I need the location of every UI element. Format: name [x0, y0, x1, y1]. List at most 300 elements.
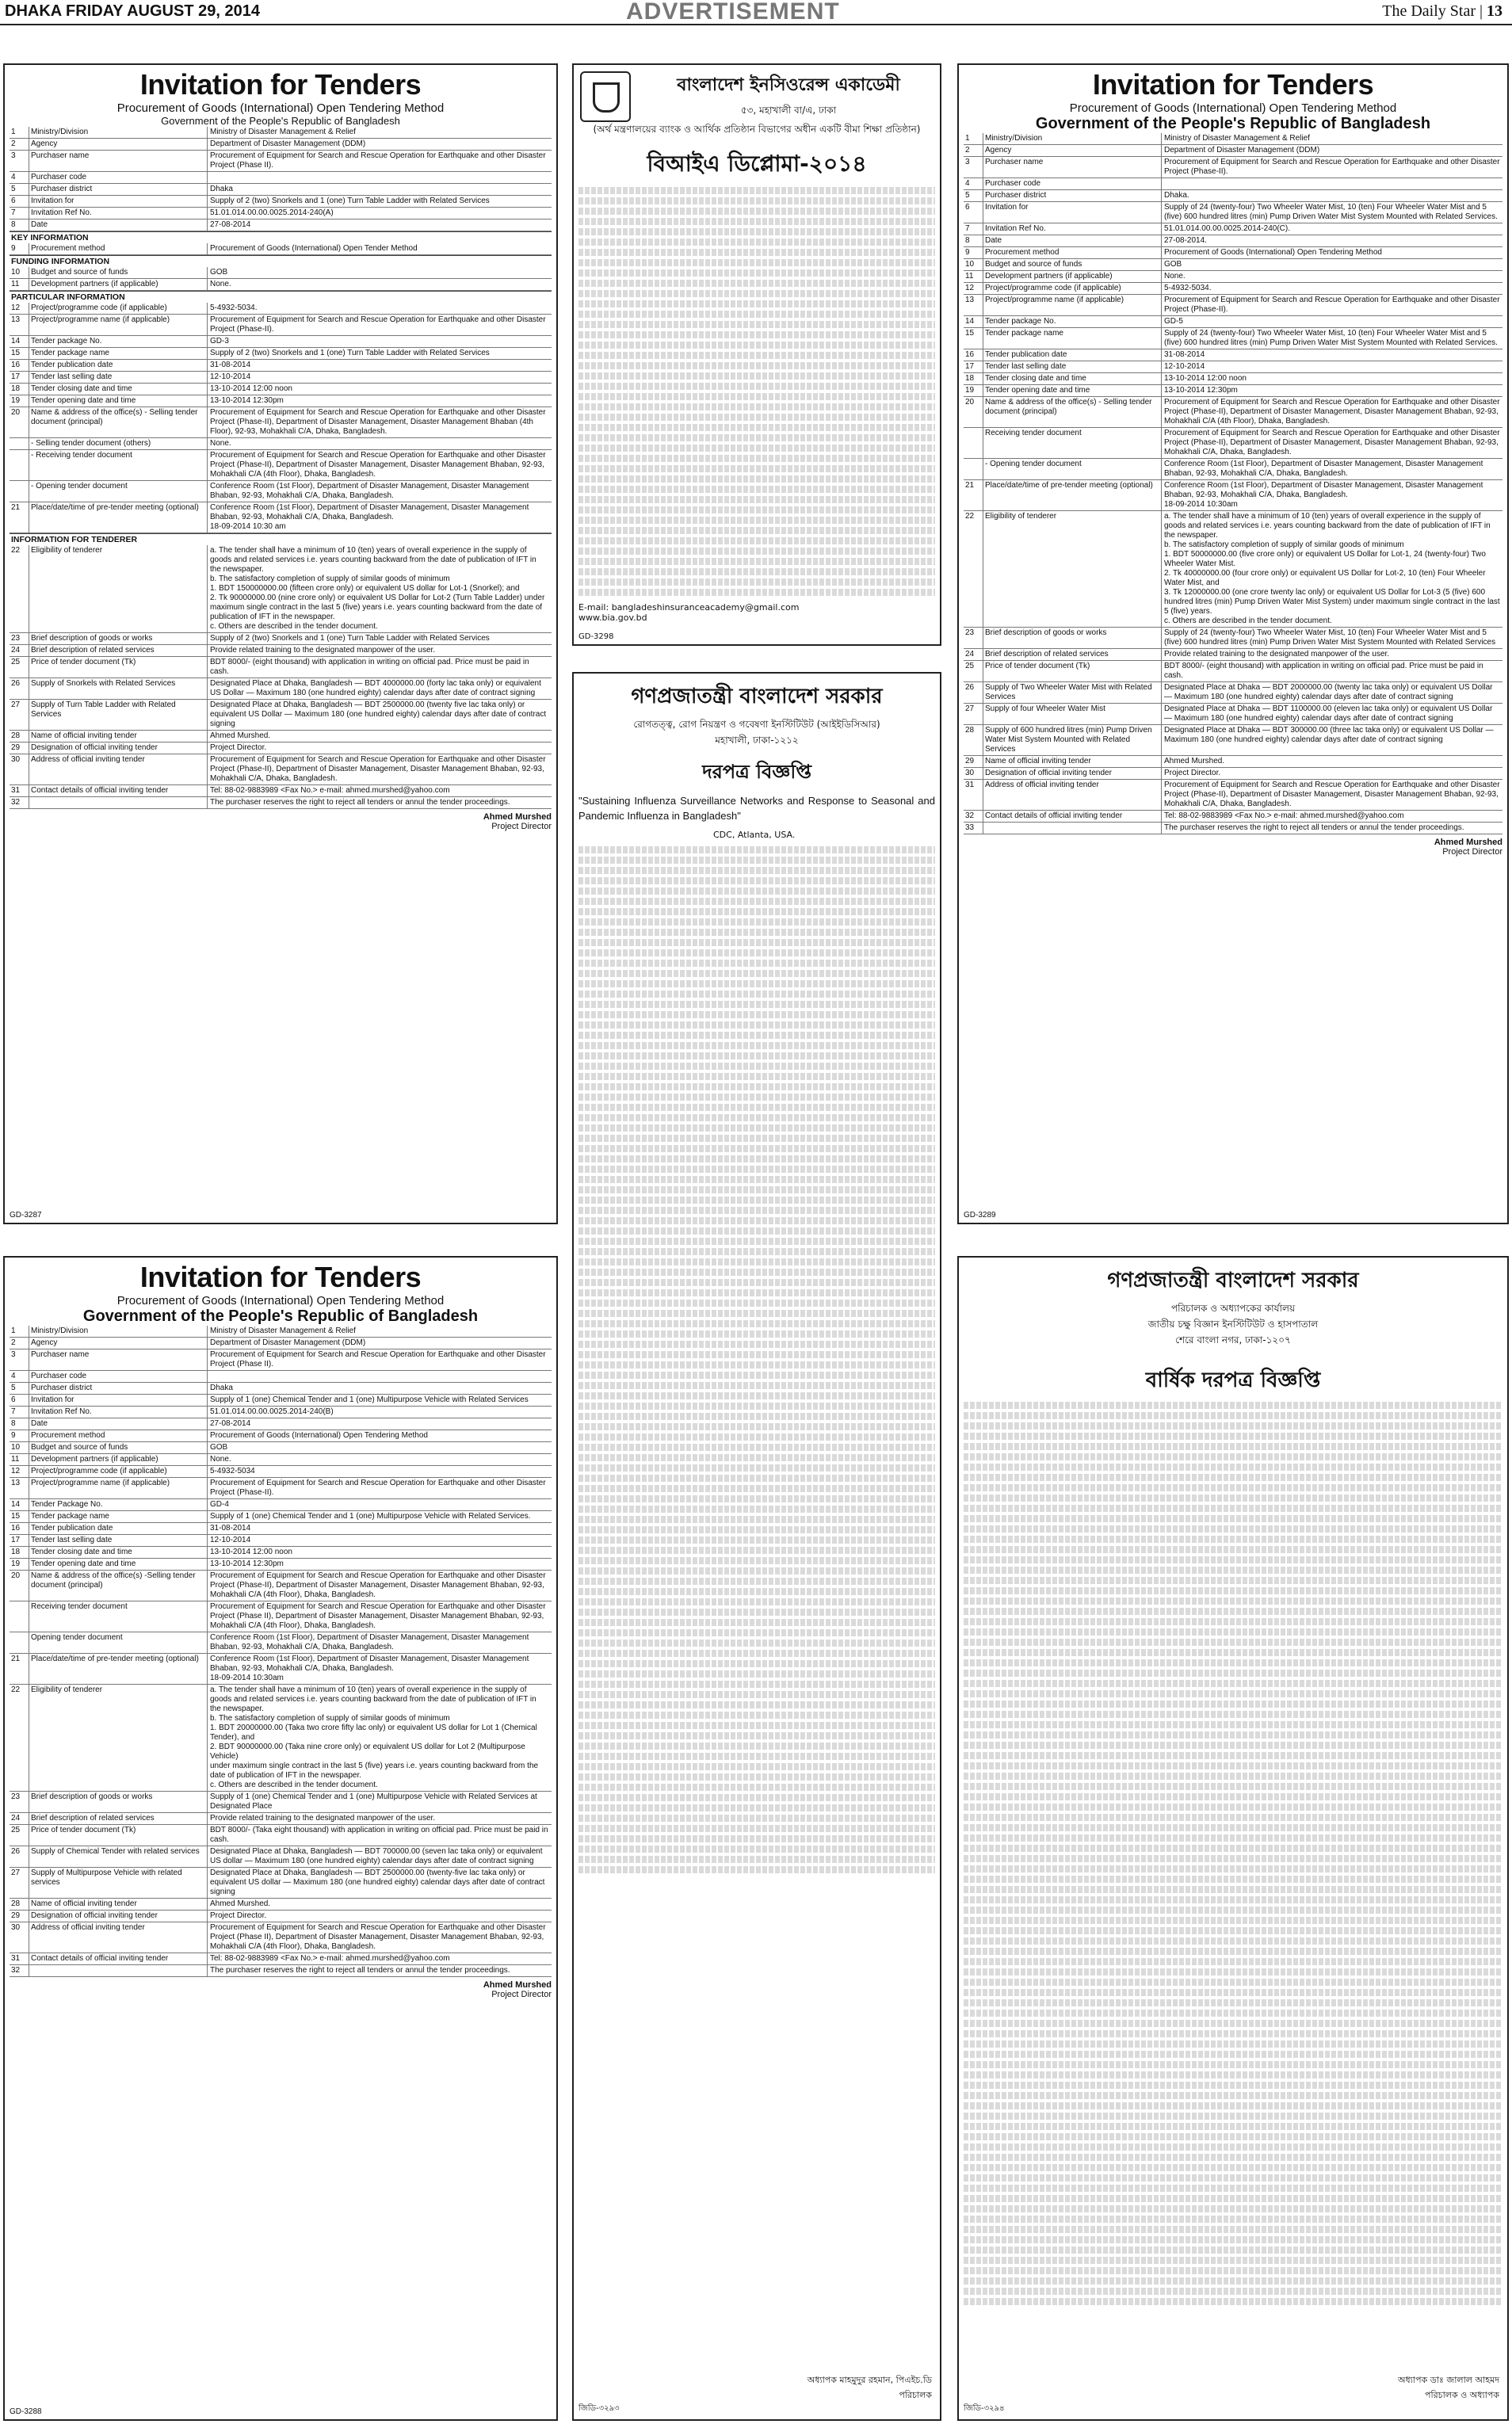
signer-name: Ahmed Murshed — [1434, 838, 1502, 847]
row-number: 28 — [965, 726, 975, 735]
table-row — [964, 811, 1502, 823]
row-number: 22 — [11, 546, 21, 555]
row-value: 5-4932-5034 — [210, 1467, 255, 1475]
table-row — [964, 145, 1502, 157]
ad-government: Government of the People's Republic of Bangladesh — [161, 115, 400, 127]
row-number: 27 — [11, 1869, 21, 1877]
row-number: 31 — [11, 786, 21, 795]
row-value: Procurement of Equipment for Search and Rescue Operation for Earthquake and other Disaster Project (Phase-II), Department of Disaster Management, Disaster Management Bhaban, 92-93, Mohakhali C/A, Dhaka, Bangladesh. — [210, 755, 546, 783]
row-number: 30 — [965, 769, 975, 777]
row-value: BDT 8000/- (eight thousand) with application in writing on official pad. Price must be paid in cash. — [1164, 662, 1483, 680]
row-label: Date — [983, 235, 1162, 246]
row-value: Procurement of Equipment for Search and Rescue Operation for Earthquake and other Disaster Project (Phase-II). — [1164, 158, 1500, 176]
row-label: Purchaser code — [983, 178, 1162, 189]
table-row — [10, 1326, 552, 1338]
table-row — [10, 1899, 552, 1911]
institute: রোগতত্ত্ব, রোগ নিয়ন্ত্রণ ও গবেষণা ইনস্টিটিউট (আইইডিসিআর) — [633, 719, 880, 730]
table-row — [10, 219, 552, 231]
table-row — [10, 700, 552, 731]
project-intro: "Sustaining Influenza Surveillance Networks and Response to Seasonal and Pandemic Influenza in Bangladesh" — [578, 795, 935, 822]
table-row — [964, 480, 1502, 511]
row-label: Name & address of the office(s) - Selling tender document (principal) — [29, 407, 208, 437]
row-label: Budget and source of funds — [29, 1442, 208, 1453]
table-row — [964, 373, 1502, 385]
row-value: Procurement of Equipment for Search and Rescue Operation for Earthquake and other Disaster Project (Phase II), Department of Disaster Management, Disaster Management Bhaban, 92-93, Mohakhali C/A (4th Floor), Dhaka, Bangladesh. — [210, 1602, 546, 1630]
row-label: Tender package name — [29, 348, 208, 359]
row-number: 25 — [11, 658, 21, 666]
row-number: 20 — [965, 398, 975, 407]
row-label: Place/date/time of pre-tender meeting (optional) — [983, 480, 1162, 510]
table-row — [10, 1846, 552, 1868]
row-label: Invitation for — [29, 196, 208, 207]
row-label: Date — [29, 219, 208, 231]
table-row — [964, 756, 1502, 768]
ad-title: Invitation for Tenders — [139, 68, 422, 101]
row-number: 31 — [11, 1954, 21, 1963]
signature — [1398, 2373, 1499, 2403]
row-value: None. — [210, 1455, 231, 1464]
row-value: Tel: 88-02-9883989 <Fax No.> e-mail: ahmed.murshed@yahoo.com — [1164, 811, 1404, 820]
row-number: 2 — [11, 139, 16, 148]
masthead-section: ADVERTISEMENT — [626, 0, 840, 25]
table-row — [10, 184, 552, 196]
row-value: Procurement of Equipment for Search and Rescue Operation for Earthquake and other Disaster Project (Phase-II), Department of Disaster Management, Disaster Management Bhaban, 92-93, Mohakhali C/A (4th Floor), Dhaka, Bangladesh. — [210, 451, 546, 479]
signature — [964, 838, 1502, 857]
row-value: 27-08-2014 — [210, 220, 251, 229]
row-label: Price of tender document (Tk) — [983, 661, 1162, 681]
row-value: Supply of 24 (twenty-four) Two Wheeler Water Mist, 10 (ten) Four Wheeler Water Mist and 5 (five) 600 hundred litres (min) Pump Driven Water Mist System Mounted with Related Services. — [1164, 329, 1498, 347]
table-row — [10, 1547, 552, 1559]
ad-code: জিডি-৩২৯৩ — [578, 2404, 620, 2413]
table-row — [10, 1407, 552, 1418]
row-value: Supply of 1 (one) Chemical Tender and 1 (one) Multipurpose Vehicle with Related Services at Designated Place — [210, 1792, 537, 1811]
row-value — [1162, 178, 1502, 189]
ad-subtitle: Procurement of Goods (International) Open Tendering Method — [116, 1294, 445, 1307]
ad-rows — [10, 127, 552, 809]
table-row — [10, 1430, 552, 1442]
row-label: Purchaser district — [29, 184, 208, 195]
signer-name: Ahmed Murshed — [483, 1980, 552, 1990]
row-number: 23 — [11, 634, 21, 643]
row-label: Tender closing date and time — [29, 384, 208, 395]
table-row — [964, 780, 1502, 811]
row-number — [964, 459, 983, 479]
row-label: Name & address of the office(s) -Selling tender document (principal) — [29, 1571, 208, 1601]
row-number: 8 — [965, 236, 970, 245]
row-number: 18 — [11, 1548, 21, 1556]
row-label: - Selling tender document (others) — [29, 438, 208, 449]
row-number: 15 — [11, 1512, 21, 1521]
section-header: PARTICULAR INFORMATION — [10, 291, 552, 303]
signer-title: পরিচালক ও অধ্যাপক — [1424, 2390, 1499, 2400]
row-number — [10, 481, 29, 502]
row-label: Tender last selling date — [29, 372, 208, 383]
row-number: 17 — [11, 1536, 21, 1544]
row-value: GOB — [210, 268, 228, 277]
signer-name: Ahmed Murshed — [483, 812, 552, 822]
row-value: Tel: 88-02-9883989 <Fax No.> e-mail: ahmed.murshed@yahoo.com — [210, 1954, 450, 1963]
table-row — [964, 202, 1502, 223]
row-value: Provide related training to the designated manpower of the user. — [210, 646, 436, 655]
table-row — [964, 385, 1502, 397]
row-value: Supply of 24 (twenty-four) Two Wheeler Water Mist, 10 (ten) Four Wheeler Water Mist and 5 (five) 600 hundred litres (min) Pump Driven Water Mist System Mounted with Related Services. — [1164, 203, 1498, 221]
table-row — [10, 267, 552, 279]
signer-title: Project Director — [1442, 847, 1502, 857]
row-number: 10 — [11, 268, 21, 277]
row-label: Ministry/Division — [29, 127, 208, 138]
table-row — [964, 235, 1502, 247]
table-row — [964, 295, 1502, 316]
row-number: 12 — [965, 284, 975, 292]
row-number: 15 — [11, 349, 21, 357]
page-number: 13 — [1487, 2, 1502, 20]
row-number: 29 — [965, 757, 975, 765]
office: পরিচালক ও অধ্যাপকের কার্যালয় — [1170, 1303, 1296, 1314]
address: শেরে বাংলা নগর, ঢাকা-১২০৭ — [1175, 1334, 1291, 1346]
row-label: Supply of Chemical Tender with related services — [29, 1846, 208, 1867]
row-value: 13-10-2014 12:00 noon — [210, 384, 292, 393]
row-value: Ahmed Murshed. — [210, 731, 271, 740]
address: মহাখালী, ঢাকা-১২১২ — [715, 735, 799, 746]
row-label: Supply of Two Wheeler Water Mist with Related Services — [983, 682, 1162, 703]
row-number: 1 — [11, 1327, 16, 1335]
gov-title: গণপ্রজাতন্ত্রী বাংলাদেশ সরকার — [1107, 1269, 1359, 1292]
row-number: 3 — [11, 1350, 16, 1359]
row-label: Development partners (if applicable) — [983, 271, 1162, 282]
paper-name: The Daily Star — [1382, 2, 1476, 20]
ad-title: Invitation for Tenders — [139, 1261, 422, 1293]
row-number: 33 — [965, 823, 975, 832]
row-value: Supply of 24 (twenty-four) Two Wheeler Water Mist, 10 (ten) Four Wheeler Water Mist and 5 (five) 600 hundred litres (min) Pump Driven Water Mist System Mounted with Related Services — [1164, 628, 1496, 647]
row-value: Provide related training to the designated manpower of the user. — [210, 1814, 436, 1823]
row-label: Tender publication date — [29, 360, 208, 371]
notice-title: বার্ষিক দরপত্র বিজ্ঞপ্তি — [1145, 1369, 1321, 1392]
row-value: Project Director. — [1164, 769, 1221, 777]
row-value: Conference Room (1st Floor), Department of Disaster Management, Disaster Management Bhaban, 92-93, Mohakhali C/A, Dhaka, Bangladesh. 18-09-2014 10:30am — [1164, 481, 1483, 509]
tender-ad-gd3288 — [3, 1256, 558, 2421]
ad-rows — [964, 133, 1502, 834]
row-value: Conference Room (1st Floor), Department of Disaster Management, Disaster Management Bhaban, 92-93, Mohakhali C/A, Dhaka, Bangladesh. — [210, 482, 529, 500]
bia-email: E-mail: bangladeshinsuranceacademy@gmail.com — [578, 602, 800, 613]
row-value: 13-10-2014 12:00 noon — [210, 1548, 292, 1556]
row-label: Designation of official inviting tender — [29, 1911, 208, 1922]
row-value: Procurement of Equipment for Search and Rescue Operation for Earthquake and other Disaster Project (Phase II). — [210, 1350, 546, 1369]
table-row — [10, 360, 552, 372]
row-label: Budget and source of funds — [983, 259, 1162, 270]
row-number: 13 — [11, 1479, 21, 1487]
row-value: a. The tender shall have a minimum of 10 (ten) years of overall experience in the supply of goods and related services i.e. years counting backward from the date of publication of IFT in the newspaper. b. The satisfactory completion of supply of similar goods of minimum 1. BDT 50000000.00 (five crore only) or equivalent US Dollar for Lot-1, 24 (twenty-four) Two Wheeler Water Mist. 2. Tk 40000000.00 (four crore only) or equivalent US Dollar for Lot-2, 10 (ten) Four Wheeler Water Mist, and 3. Tk 12000000.00 (one crore twenty lac only) or equivalent US Dollar for Lot-3 (5 (five) 600 hundred litres (min) Pump Driven Water Mist System) under maximum single contract in the last 5 (five) years. c. Others are described in the tender document. — [1164, 512, 1500, 625]
row-number: 9 — [11, 244, 16, 253]
row-number: 9 — [11, 1431, 16, 1440]
table-row — [10, 243, 552, 255]
row-label: Date — [29, 1418, 208, 1430]
row-value: Designated Place at Dhaka, Bangladesh — BDT 700000.00 (seven lac taka only) or equivalent US dollar — Maximum 180 (one hundred eighty) calendar days after date of contract signing — [210, 1847, 543, 1865]
row-label: Purchaser name — [29, 151, 208, 171]
table-row — [10, 450, 552, 481]
row-label: Project/programme name (if applicable) — [29, 315, 208, 335]
row-value: a. The tender shall have a minimum of 10 (ten) years of overall experience in the supply of goods and related services i.e. years counting backward from the date of publication of IFT in the newspaper. b. The satisfactory completion of supply of similar goods of minimum 1. BDT 20000000.00 (Taka two crore fifty lac only) or equivalent US dollar for Lot 1 (Chemical Tender), and 2. BDT 90000000.00 (Taka nine crore only) or equivalent US dollar for Lot 2 (Multipurpose Vehicle) under maximum single contract in the last 5 (five) years i.e. years counting backward from the date of publication of IFT in the newspaper. c. Others are described in the tender document. — [210, 1685, 539, 1789]
row-number: 24 — [11, 646, 21, 655]
row-label: Invitation Ref No. — [29, 1407, 208, 1418]
row-label: Brief description of related services — [29, 1813, 208, 1824]
row-number: 4 — [965, 179, 970, 188]
row-number: 11 — [11, 1455, 20, 1464]
masthead — [0, 0, 1512, 25]
table-row — [964, 259, 1502, 271]
row-label: Tender publication date — [29, 1523, 208, 1534]
row-value: Procurement of Goods (International) Open Tendering Method — [210, 1431, 428, 1440]
row-label: Agency — [29, 1338, 208, 1349]
table-row — [964, 511, 1502, 628]
table-row — [964, 823, 1502, 834]
row-number: 12 — [11, 1467, 21, 1475]
row-value: The purchaser reserves the right to reject all tenders or annul the tender proceedings. — [1164, 823, 1464, 832]
row-label: Development partners (if applicable) — [29, 279, 208, 290]
row-number: 32 — [965, 811, 975, 820]
row-label: Opening tender document — [29, 1632, 208, 1653]
ad-rows — [10, 1326, 552, 1977]
row-number: 27 — [11, 700, 21, 709]
row-value: Designated Place at Dhaka — BDT 300000.00 (three lac taka only) or equivalent US Dollar — Maximum 180 (one hundred eighty) calendar days after date of contract signing — [1164, 726, 1494, 744]
row-value: Designated Place at Dhaka, Bangladesh — BDT 2500000.00 (twenty-five lac taka only) or equivalent US dollar — Maximum 180 (one hundred eighty) calendar days after date of contract signing — [210, 1869, 545, 1896]
table-row — [10, 1632, 552, 1654]
table-row — [10, 303, 552, 315]
row-label: Address of official inviting tender — [983, 780, 1162, 810]
table-row — [10, 785, 552, 797]
table-row — [10, 731, 552, 742]
row-value: 31-08-2014 — [210, 361, 251, 369]
row-number: 7 — [11, 208, 16, 217]
row-value: Procurement of Equipment for Search and Rescue Operation for Earthquake and other Disaster Project (Phase II), Department of Disaster Management, Disaster Management Bhaban, 92-93, Mohakhali C/A (4th Floor), Dhaka, Bangladesh. — [210, 1923, 546, 1951]
table-row — [10, 151, 552, 172]
ad-government: Government of the People's Republic of Bangladesh — [82, 1307, 479, 1325]
row-value: Designated Place at Dhaka — BDT 2000000.00 (twenty lac taka only) or equivalent US Dollar — Maximum 180 (one hundred eighty) calendar days after date of contract signing — [1164, 683, 1493, 701]
row-value: 31-08-2014 — [210, 1524, 251, 1533]
table-row — [964, 349, 1502, 361]
row-label: Eligibility of tenderer — [29, 545, 208, 632]
row-label: - Opening tender document — [983, 459, 1162, 479]
table-row — [964, 725, 1502, 756]
row-label: Tender last selling date — [983, 361, 1162, 372]
row-label: Tender package No. — [983, 316, 1162, 327]
row-value: Procurement of Equipment for Search and Rescue Operation for Earthquake and other Disaster Project (Phase-II), Department of Disaster Management, Disaster Management Bhaban, 92-93, Mohakhali C/A (4th Floor), Dhaka, Bangladesh. — [210, 1571, 546, 1599]
table-row — [10, 1601, 552, 1632]
row-number: 13 — [965, 296, 975, 304]
table-row — [10, 1911, 552, 1922]
signer-name: অধ্যাপক ডাঃ জালাল আহমদ — [1398, 2375, 1499, 2385]
signature — [10, 1980, 552, 1999]
row-value: 5-4932-5034. — [210, 303, 258, 312]
table-row — [10, 645, 552, 657]
table-row — [10, 633, 552, 645]
table-row — [964, 247, 1502, 259]
row-value: 13-10-2014 12:30pm — [210, 1559, 284, 1568]
row-label: Brief description of goods or works — [29, 1792, 208, 1812]
row-label: Contact details of official inviting tender — [983, 811, 1162, 822]
row-label: Brief description of related services — [983, 649, 1162, 660]
row-label: Supply of 600 hundred litres (min) Pump Driven Water Mist System Mounted with Related Services — [983, 725, 1162, 755]
row-label: Purchaser name — [983, 157, 1162, 178]
row-number: 10 — [11, 1443, 21, 1452]
table-row — [10, 1813, 552, 1825]
section-header: FUNDING INFORMATION — [10, 255, 552, 267]
table-row — [10, 1523, 552, 1535]
row-number: 4 — [11, 173, 16, 181]
row-number: 19 — [11, 1559, 21, 1568]
table-row — [10, 127, 552, 139]
row-label: Price of tender document (Tk) — [29, 657, 208, 678]
masthead-paper: The Daily Star | 13 — [1382, 2, 1502, 20]
row-label: Place/date/time of pre-tender meeting (optional) — [29, 502, 208, 533]
row-label: Project/programme code (if applicable) — [29, 303, 208, 314]
row-label: Project/programme name (if applicable) — [29, 1478, 208, 1498]
row-value: Supply of 1 (one) Chemical Tender and 1 (one) Multipurpose Vehicle with Related Services — [210, 1395, 529, 1404]
row-label: - Opening tender document — [29, 481, 208, 502]
row-number: 4 — [11, 1372, 16, 1380]
row-number: 26 — [965, 683, 975, 692]
row-number: 20 — [11, 408, 21, 417]
row-label: Tender package name — [983, 328, 1162, 349]
row-number: 16 — [11, 361, 21, 369]
row-number: 32 — [11, 1966, 21, 1975]
row-value: Procurement of Equipment for Search and Rescue Operation for Earthquake and other Disaster Project (Phase-II), Department of Disaster Management, Disaster Management Bhaban, 92-93, Mohakhali C/A, Dhaka, Bangladesh. — [1164, 781, 1500, 808]
row-number: 19 — [965, 386, 975, 395]
row-value: Procurement of Equipment for Search and Rescue Operation for Earthquake and other Disaster Project (Phase-II). — [210, 315, 546, 334]
row-label: Name & address of the office(s) - Selling tender document (principal) — [983, 397, 1162, 427]
row-value: Ministry of Disaster Management & Relief — [210, 128, 356, 136]
row-number: 3 — [11, 151, 16, 160]
row-value: Project Director. — [210, 1911, 267, 1920]
row-label: Ministry/Division — [29, 1326, 208, 1337]
row-label: Name of official inviting tender — [29, 731, 208, 742]
table-row — [10, 407, 552, 438]
row-number: 17 — [11, 372, 21, 381]
table-row — [964, 361, 1502, 373]
row-number: 15 — [965, 329, 975, 338]
row-value: Supply of 2 (two) Snorkels and 1 (one) Turn Table Ladder with Related Services — [210, 634, 490, 643]
signature — [808, 2373, 932, 2403]
tender-ad-gd3287 — [3, 63, 558, 1224]
row-number: 11 — [965, 272, 974, 281]
row-label: Tender last selling date — [29, 1535, 208, 1546]
table-row — [10, 315, 552, 336]
iedcr-body-text — [578, 846, 935, 1873]
notice-title: দরপত্র বিজ্ঞপ্তি — [702, 761, 811, 783]
row-value: None. — [1164, 272, 1186, 281]
row-number: 28 — [11, 1899, 21, 1908]
row-label: Invitation for — [29, 1395, 208, 1406]
row-value: The purchaser reserves the right to reject all tenders or annul the tender proceedings. — [210, 798, 510, 807]
table-row — [10, 1922, 552, 1953]
row-value: None. — [210, 439, 231, 448]
row-number: 8 — [11, 220, 16, 229]
row-number: 16 — [11, 1524, 21, 1533]
row-value — [208, 172, 552, 183]
row-label: Brief description of goods or works — [29, 633, 208, 644]
row-label: Supply of four Wheeler Water Mist — [983, 704, 1162, 724]
row-label: Tender closing date and time — [29, 1547, 208, 1558]
row-number: 2 — [965, 146, 970, 155]
table-row — [10, 1499, 552, 1511]
table-row — [10, 1395, 552, 1407]
row-number: 18 — [965, 374, 975, 383]
row-value: Designated Place at Dhaka — BDT 1100000.00 (eleven lac taka only) or equivalent US Dollar — Maximum 180 (one hundred eighty) calendar days after date of contract signing — [1164, 704, 1493, 723]
signer-title: পরিচালক — [899, 2390, 932, 2400]
row-value: Department of Disaster Management (DDM) — [1164, 146, 1320, 155]
table-row — [10, 1825, 552, 1846]
row-number: 7 — [965, 224, 970, 233]
row-value: 5-4932-5034. — [1164, 284, 1212, 292]
row-number: 28 — [11, 731, 21, 740]
table-row — [964, 682, 1502, 704]
section-header: INFORMATION FOR TENDERER — [10, 533, 552, 545]
row-number — [10, 438, 29, 449]
row-number: 24 — [11, 1814, 21, 1823]
row-number: 26 — [11, 1847, 21, 1856]
row-number: 11 — [11, 280, 20, 288]
row-number: 27 — [965, 704, 975, 713]
ad-code: GD-3298 — [578, 632, 614, 641]
row-number: 21 — [965, 481, 975, 490]
table-row — [964, 316, 1502, 328]
table-row — [964, 178, 1502, 190]
row-value: Procurement of Equipment for Search and Rescue Operation for Earthquake and other Disaster Project (Phase-II), Department of Disaster Management, Disaster Management Bhaban, 92-93, Mohakhali C/A, Dhaka, Bangladesh. — [1164, 429, 1500, 456]
row-label — [29, 797, 208, 808]
row-number: 5 — [11, 1384, 16, 1392]
table-row — [10, 1349, 552, 1371]
table-row — [10, 395, 552, 407]
row-label: Eligibility of tenderer — [29, 1685, 208, 1791]
row-label: Supply of Multipurpose Vehicle with related services — [29, 1868, 208, 1898]
row-label: Eligibility of tenderer — [983, 511, 1162, 627]
table-row — [964, 768, 1502, 780]
bia-body-text — [578, 187, 935, 596]
row-number: 29 — [11, 1911, 21, 1920]
gov-title: গণপ্রজাতন্ত্রী বাংলাদেশ সরকার — [631, 685, 883, 708]
table-row — [10, 502, 552, 533]
row-label — [29, 1965, 208, 1976]
row-label: Procurement method — [983, 247, 1162, 258]
row-value: 12-10-2014 — [210, 372, 251, 381]
row-value: Ministry of Disaster Management & Relief — [210, 1327, 356, 1335]
row-label: Brief description of related services — [29, 645, 208, 656]
signature — [10, 812, 552, 831]
table-row — [10, 754, 552, 785]
table-row — [964, 271, 1502, 283]
row-label: Invitation Ref No. — [983, 223, 1162, 235]
row-label: Invitation Ref No. — [29, 208, 208, 219]
table-row — [10, 1571, 552, 1601]
row-value: BDT 8000/- (Taka eight thousand) with application in writing on official pad. Price must be paid in cash. — [210, 1826, 548, 1844]
row-value: GD-4 — [210, 1500, 229, 1509]
bia-name: বাংলাদেশ ইনসিওরেন্স একাডেমী — [677, 75, 900, 95]
signer-title: Project Director — [491, 822, 552, 831]
row-number: 30 — [11, 755, 21, 764]
row-number: 23 — [965, 628, 975, 637]
row-value: Department of Disaster Management (DDM) — [210, 139, 366, 148]
table-row — [10, 1654, 552, 1685]
row-value: Procurement of Equipment for Search and Rescue Operation for Earthquake and other Disaster Project (Phase-II), Department of Disaster Management, Disaster Management Bhaban (4th Floor), 92-93, Mohakhali C/A, Dhaka, Bangladesh. — [210, 408, 546, 436]
row-value: 12-10-2014 — [1164, 362, 1205, 371]
row-label: Designation of official inviting tender — [983, 768, 1162, 779]
row-label: Tender package No. — [29, 336, 208, 347]
row-label: Supply of Snorkels with Related Services — [29, 678, 208, 699]
row-value: 51.01.014.00.00.0025.2014-240(C). — [1164, 224, 1291, 233]
row-label: Receiving tender document — [29, 1601, 208, 1632]
row-label: Purchaser code — [29, 172, 208, 183]
row-number: 6 — [11, 197, 16, 205]
table-row — [964, 328, 1502, 349]
